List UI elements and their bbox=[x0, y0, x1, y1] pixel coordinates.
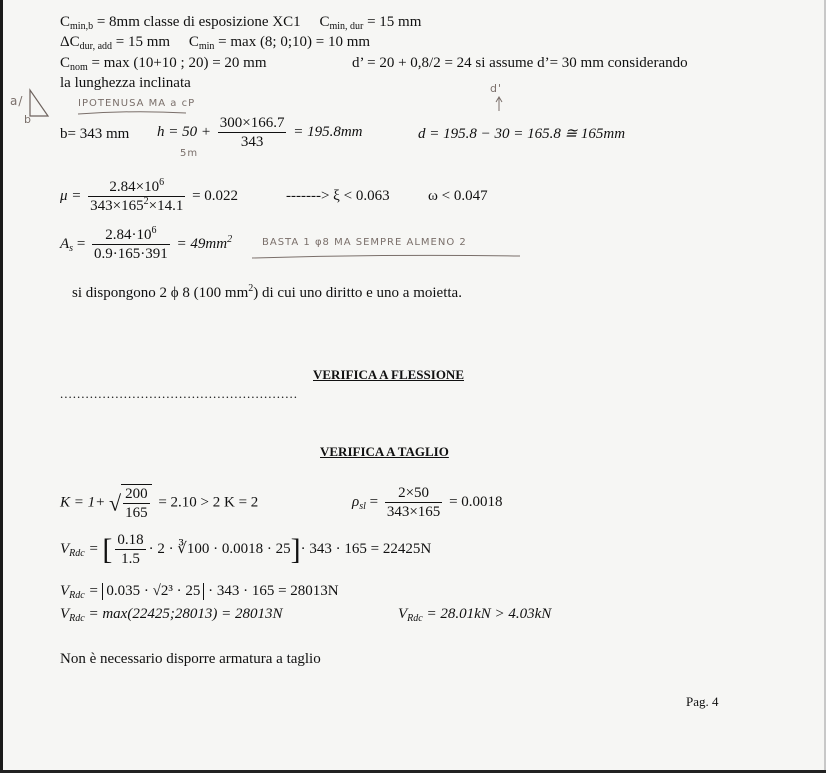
dispose-post: ) di cui uno diritto e uno a moietta. bbox=[253, 285, 462, 301]
v3-result: = max(22425;28013) = 28013N bbox=[88, 606, 283, 622]
rho-eq: = bbox=[369, 493, 379, 510]
handwritten-note-ipotenusa: IPOTENUSA MA a cP bbox=[78, 98, 196, 109]
heading-verifica-flessione: VERIFICA A FLESSIONE bbox=[313, 367, 464, 382]
rho-result: = 0.0018 bbox=[449, 493, 503, 510]
v2-lhs: V bbox=[60, 583, 70, 599]
omega-limit: ω < 0.047 bbox=[428, 188, 488, 204]
as-result: = 49mm bbox=[176, 235, 228, 252]
v4-result: = 28.01kN > 4.03kN bbox=[426, 606, 552, 622]
left-bracket-icon: [ bbox=[102, 533, 113, 566]
v1-lhs: V bbox=[60, 540, 70, 557]
v1-numerator: 0.18 bbox=[117, 532, 144, 548]
cdur-symbol: C bbox=[319, 14, 330, 30]
cdur-subscript: min, dur bbox=[329, 21, 364, 32]
as-numerator bbox=[92, 226, 170, 245]
right-bracket-icon: ] bbox=[290, 533, 301, 566]
page-number: Pag. 4 bbox=[686, 694, 719, 709]
v3-lhs: V bbox=[60, 606, 70, 622]
v2-middle: 0.035 · √2³ · 25 bbox=[102, 583, 204, 600]
note2-underline-icon bbox=[252, 252, 522, 264]
v4-sub: Rdc bbox=[407, 613, 423, 624]
as-equation bbox=[60, 226, 232, 263]
cover-line-3 bbox=[60, 55, 267, 72]
v4-lhs: V bbox=[398, 606, 408, 622]
as-num-base: 2.84·10 bbox=[105, 227, 152, 243]
mu-numerator bbox=[88, 178, 185, 197]
b-dimension: b= 343 mm bbox=[60, 126, 130, 142]
mu-num-base: 2.84×10 bbox=[109, 179, 160, 195]
as-lhs: A bbox=[60, 235, 70, 252]
rho-equation bbox=[352, 484, 503, 521]
cnom-subscript: nom bbox=[70, 62, 88, 73]
cover-line-1 bbox=[60, 14, 421, 31]
d-equation: d = 195.8 − 30 = 165.8 ≅ 165mm bbox=[418, 126, 626, 142]
k-result: = 2.10 > 2 K = 2 bbox=[158, 494, 259, 511]
mu-result: = 0.022 bbox=[192, 187, 239, 204]
h-handwritten-sub: 5m bbox=[180, 148, 199, 159]
vrdc-max bbox=[60, 606, 282, 623]
cmin-subscript: min,b bbox=[70, 21, 94, 32]
delta-c-value: = 15 mm bbox=[112, 34, 171, 50]
mu-denominator bbox=[88, 197, 185, 215]
as-eq: = bbox=[76, 235, 86, 252]
cnom-value: = max (10+10 ; 20) = 20 mm bbox=[87, 55, 267, 71]
sqrt-icon: √ bbox=[109, 490, 122, 516]
k-denominator: 165 bbox=[125, 505, 148, 521]
as-num-exp: 6 bbox=[151, 225, 157, 236]
dotted-placeholder: ........................................................ bbox=[60, 386, 298, 401]
v1-result: · 343 · 165 = 22425N bbox=[300, 540, 432, 557]
d-prime-line: d’ = 20 + 0,8/2 = 24 si assume d’= 30 mm considerando bbox=[352, 55, 688, 71]
v1-denominator: 1.5 bbox=[121, 551, 140, 567]
h-denominator: 343 bbox=[240, 134, 264, 150]
vrdc-formula-1: $V_{Rdc}$ = [ $\frac{0.18}{1.5}$ · 2 · ∛100 · 0.0018 · 25]· 343 · 165 = 22425N bbox=[60, 532, 432, 567]
v2-result: · 343 · 165 = 28013N bbox=[208, 583, 339, 599]
v1-middle: · 2 · ∛100 · 0.0018 · 25 bbox=[148, 540, 291, 557]
rho-lhs: ρ bbox=[352, 493, 360, 510]
bars-disposition bbox=[72, 285, 462, 302]
mu-num-exp: 6 bbox=[159, 177, 165, 188]
rho-fraction bbox=[385, 484, 442, 521]
dispose-pre: si dispongono 2 ϕ 8 (100 mm bbox=[72, 285, 249, 301]
scan-left-border bbox=[0, 0, 3, 773]
mu-fraction bbox=[88, 178, 185, 215]
as-result-exp: 2 bbox=[227, 233, 233, 245]
as-denominator: 0.9·165·391 bbox=[94, 246, 168, 262]
cover-line-2 bbox=[60, 34, 370, 51]
mu-lhs: μ = bbox=[60, 187, 82, 204]
side-note-b: b bbox=[24, 113, 32, 126]
cmin2-symbol: C bbox=[188, 34, 199, 50]
h-equation bbox=[157, 114, 363, 151]
cnom-symbol: C bbox=[60, 55, 71, 71]
vrdc-formula-2: $V_{Rdc} = 0.035 \cdot √2^3 \cdot 25 \cdot 343 \cdot 165 = 28013N$ bbox=[60, 583, 339, 601]
k-lhs: K = 1+ bbox=[60, 494, 106, 511]
handwritten-note-basta: BASTA 1 φ8 MA SEMPRE ALMENO 2 bbox=[262, 237, 467, 248]
heading-verifica-taglio: VERIFICA A TAGLIO bbox=[320, 444, 449, 459]
cover-line-4: la lunghezza inclinata bbox=[60, 75, 191, 91]
delta-c-subscript: dur, add bbox=[79, 41, 113, 52]
as-fraction bbox=[92, 226, 170, 263]
d-prime-handwritten: d' bbox=[490, 82, 503, 95]
rho-numerator: 2×50 bbox=[385, 484, 442, 503]
delta-c-symbol: ΔC bbox=[60, 34, 80, 50]
cmin2-value: = max (8; 0;10) = 10 mm bbox=[214, 34, 371, 50]
shear-conclusion: Non è necessario disporre armatura a taglio bbox=[60, 651, 321, 667]
cmin-symbol: C bbox=[60, 14, 71, 30]
mu-den-exp: 2 bbox=[143, 196, 149, 207]
rho-denominator: 343×165 bbox=[386, 504, 441, 520]
dispose-exp: 2 bbox=[248, 283, 254, 294]
k-equation bbox=[60, 484, 258, 522]
xi-limit: -------> ξ < 0.063 bbox=[286, 188, 390, 204]
h-lhs: h = 50 + bbox=[157, 123, 211, 140]
h-fraction bbox=[218, 114, 287, 151]
v2-sub: Rdc bbox=[69, 590, 85, 601]
k-fraction bbox=[121, 484, 152, 522]
mu-equation bbox=[60, 178, 238, 215]
h-result: = 195.8mm bbox=[293, 123, 363, 140]
cdur-value: = 15 mm bbox=[363, 14, 422, 30]
v1-sub: Rdc bbox=[69, 547, 85, 559]
side-note-a: a/ bbox=[10, 94, 24, 108]
cmin2-subscript: min bbox=[198, 41, 215, 52]
as-sub: s bbox=[69, 242, 74, 254]
up-arrow-icon bbox=[494, 96, 504, 112]
k-numerator: 200 bbox=[125, 486, 148, 502]
mu-den-b: ×14.1 bbox=[148, 198, 184, 214]
v3-sub: Rdc bbox=[69, 613, 85, 624]
h-numerator: 300×166.7 bbox=[219, 115, 285, 131]
rho-sub: sl bbox=[359, 500, 366, 512]
mu-den-a: 343×165 bbox=[90, 198, 144, 214]
vrdc-check bbox=[398, 606, 551, 623]
cmin-value: = 8mm classe di esposizione XC1 bbox=[93, 14, 301, 30]
v1-fraction bbox=[115, 531, 145, 568]
